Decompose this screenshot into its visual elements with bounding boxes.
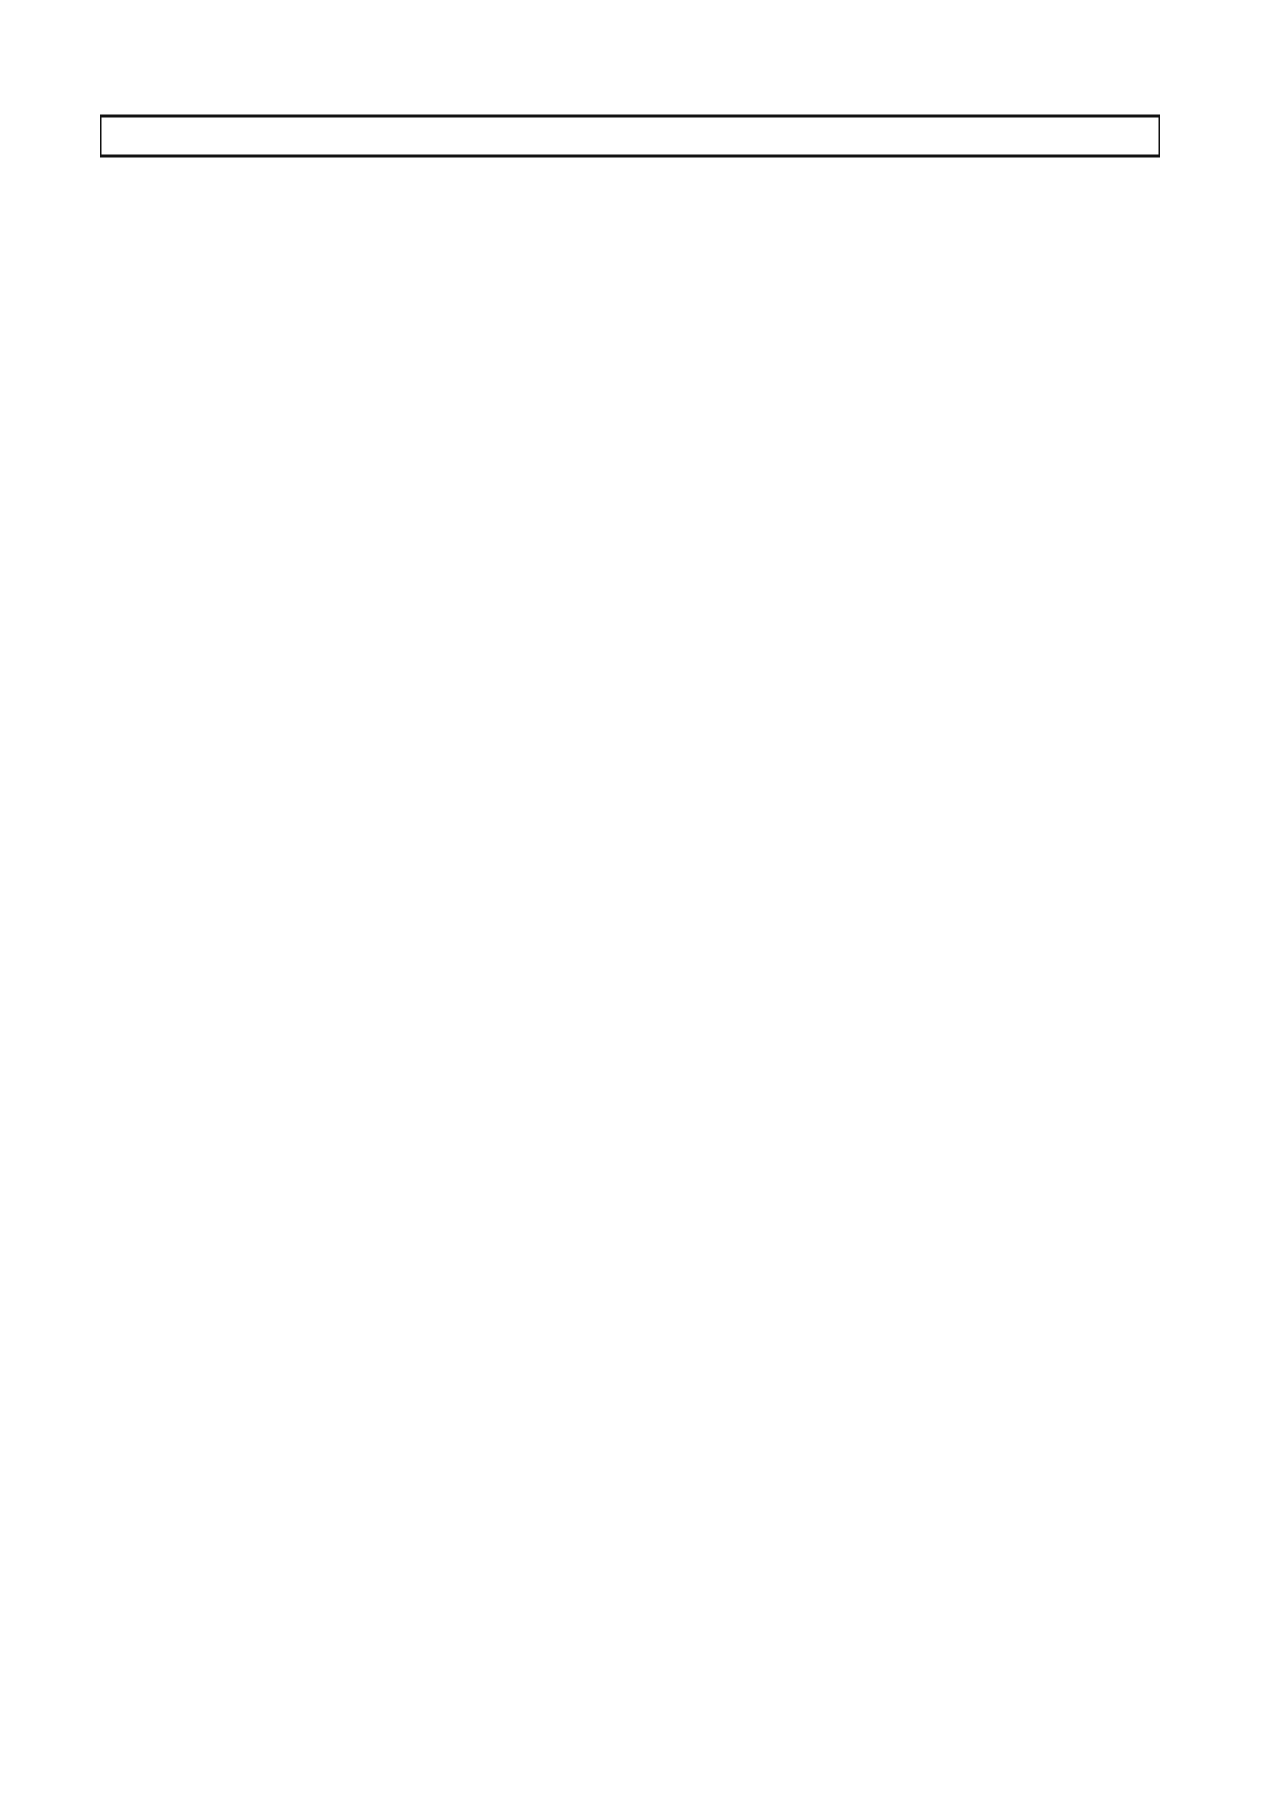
top-ornament-border <box>100 112 1160 160</box>
bottom-ornament-border <box>86 1558 986 1602</box>
page-footer <box>978 1556 1002 1604</box>
